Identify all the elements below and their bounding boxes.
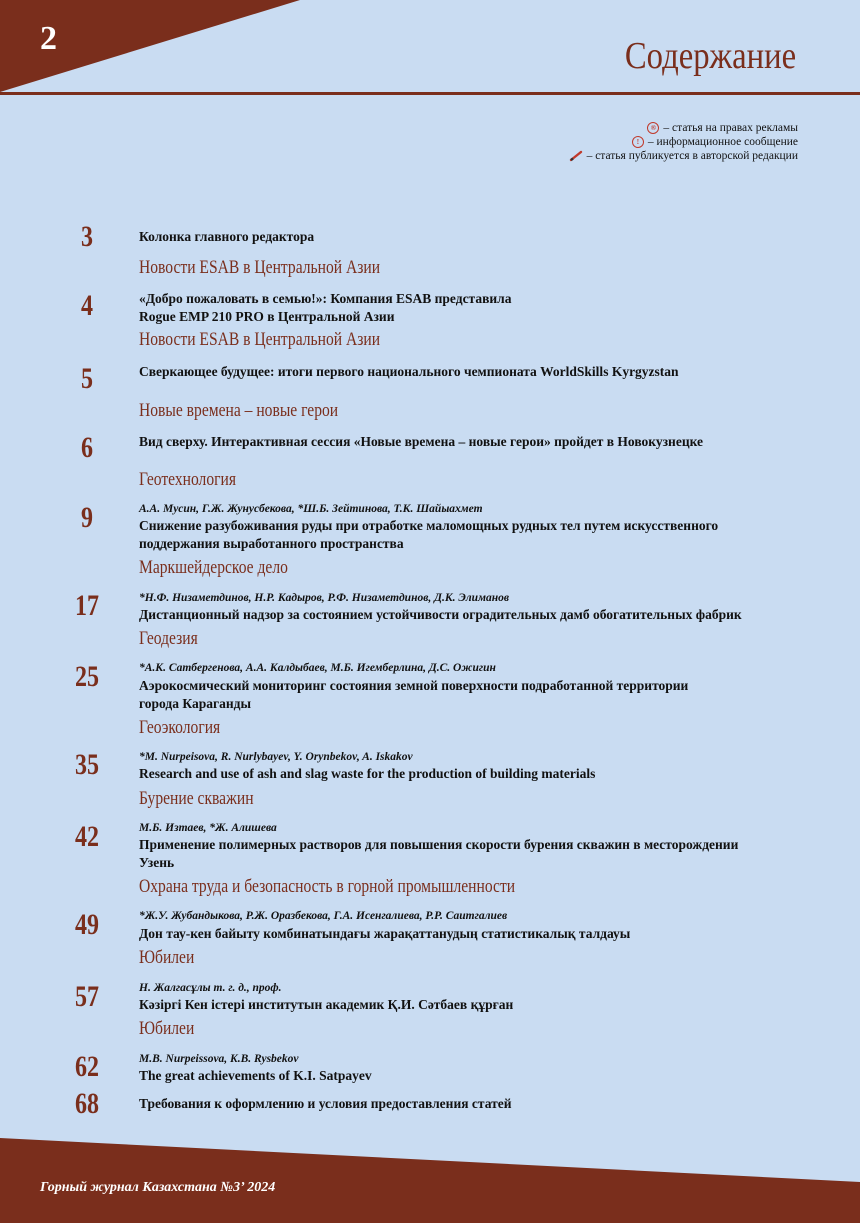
toc-page-number: 68: [75, 1087, 99, 1120]
toc-page-number: 3: [81, 220, 93, 253]
toc-page-number: 9: [81, 501, 93, 534]
legend-info-text: – информационное сообщение: [647, 136, 798, 148]
toc-article-title-line: Rogue EMP 210 PRO в Центральной Азии: [139, 308, 395, 324]
legend-author-edition: [569, 149, 798, 163]
toc-page-number: 62: [75, 1050, 99, 1083]
page-number: 2: [40, 20, 57, 57]
toc-article-title[interactable]: [139, 517, 799, 552]
legend-info: [569, 135, 798, 149]
legend-advertising-text: – статья на правах рекламы: [663, 122, 798, 134]
toc-page-number: 17: [75, 589, 99, 622]
header-divider: [0, 92, 860, 95]
toc-authors: *M. Nurpeisova, R. Nurlybayev, Y. Orynbekov, A. Iskakov: [139, 751, 413, 763]
toc-article-title-line: «Добро пожаловать в семью!»: Компания ESAB представила: [139, 291, 512, 306]
toc-section-heading: Юбилеи: [139, 947, 195, 968]
toc-article-title-line: поддержания выработанного пространства: [139, 535, 404, 551]
toc-section-heading: Новости ESAB в Центральной Азии: [139, 257, 381, 278]
page-title: Содержание: [624, 35, 796, 77]
toc-page-number: 49: [75, 908, 99, 941]
toc-article-title[interactable]: The great achievements of K.I. Satpayev: [139, 1068, 372, 1083]
toc-article-title[interactable]: [139, 290, 799, 325]
toc-page-number: 25: [75, 660, 99, 693]
toc-authors: *Ж.У. Жубандыкова, Р.Ж. Оразбекова, Г.А. Исенгалиева, Р.Р. Саитгалиев: [139, 910, 508, 922]
toc-section-heading: Геоэкология: [139, 717, 221, 738]
toc-article-title[interactable]: Research and use of ash and slag waste for the production of building materials: [139, 766, 596, 781]
toc-section-heading: Юбилеи: [139, 1018, 195, 1039]
toc-authors: А.А. Мусин, Г.Ж. Жунусбекова, *Ш.Б. Зейтинова, Т.К. Шайыахмет: [139, 503, 483, 515]
toc-page-number: 4: [81, 289, 93, 322]
toc-article-title[interactable]: Колонка главного редактора: [139, 229, 315, 244]
toc-section-heading: Геодезия: [139, 628, 198, 649]
pencil-icon: [569, 150, 583, 162]
toc-article-title-line: Узень: [139, 854, 175, 870]
toc-article-title-line: города Караганды: [139, 695, 252, 711]
toc-section-heading: Маркшейдерское дело: [139, 557, 288, 578]
toc-article-title[interactable]: Сверкающее будущее: итоги первого национального чемпионата WorldSkills Kyrgyzstan: [139, 364, 679, 379]
toc-article-title[interactable]: Кәзіргі Кен істері институтын академик Қ.И. Сәтбаев құрған: [139, 997, 514, 1012]
toc-article-title[interactable]: [139, 836, 799, 871]
toc-authors: M.B. Nurpeissova, K.B. Rysbekov: [139, 1053, 299, 1065]
toc-article-title[interactable]: Вид сверху. Интерактивная сессия «Новые времена – новые герои» пройдет в Новокузнецке: [139, 434, 704, 449]
toc-section-heading: Новости ESAB в Центральной Азии: [139, 329, 381, 350]
toc-article-title[interactable]: Дон тау-кен байыту комбинатындағы жарақаттанудың статистикалық талдауы: [139, 926, 631, 941]
toc-page-number: 35: [75, 748, 99, 781]
toc-article-title[interactable]: Требования к оформлению и условия предоставления статей: [139, 1096, 512, 1111]
toc-authors: М.Б. Изтаев, *Ж. Алишева: [139, 822, 277, 834]
toc-page-number: 42: [75, 820, 99, 853]
legend-advertising: [569, 121, 798, 135]
journal-footer: Горный журнал Казахстана №3’ 2024: [40, 1180, 276, 1195]
info-icon: !: [632, 136, 644, 148]
advertising-icon: ®: [647, 122, 659, 134]
toc-authors: *Н.Ф. Низаметдинов, Н.Р. Кадыров, Р.Ф. Низаметдинов, Д.К. Элиманов: [139, 592, 509, 604]
legend-author-edition-text: – статья публикуется в авторской редакции: [586, 150, 798, 162]
toc-article-title[interactable]: Дистанционный надзор за состоянием устойчивости оградительных дамб обогатительных фабрик: [139, 607, 742, 622]
toc-authors: *А.К. Сатбергенова, А.А. Калдыбаев, М.Б. Игемберлина, Д.С. Ожигин: [139, 662, 496, 674]
toc-authors: Н. Жалгасұлы т. г. д., проф.: [139, 982, 282, 994]
toc-article-title-line: Применение полимерных растворов для повышения скорости бурения скважин в месторождении: [139, 837, 739, 852]
toc-page-number: 5: [81, 362, 93, 395]
toc-page-number: 6: [81, 431, 93, 464]
toc-article-title-line: Аэрокосмический мониторинг состояния земной поверхности подработанной территории: [139, 678, 689, 693]
toc-article-title[interactable]: [139, 677, 799, 712]
legend: [569, 121, 798, 163]
toc-page-number: 57: [75, 980, 99, 1013]
footer-band: [0, 1130, 860, 1223]
toc-section-heading: Охрана труда и безопасность в горной промышленности: [139, 876, 516, 897]
toc-article-title-line: Снижение разубоживания руды при отработке маломощных рудных тел путем искусственного: [139, 518, 719, 533]
toc-section-heading: Новые времена – новые герои: [139, 400, 339, 421]
toc-section-heading: Геотехнология: [139, 469, 237, 490]
toc-section-heading: Бурение скважин: [139, 788, 254, 809]
